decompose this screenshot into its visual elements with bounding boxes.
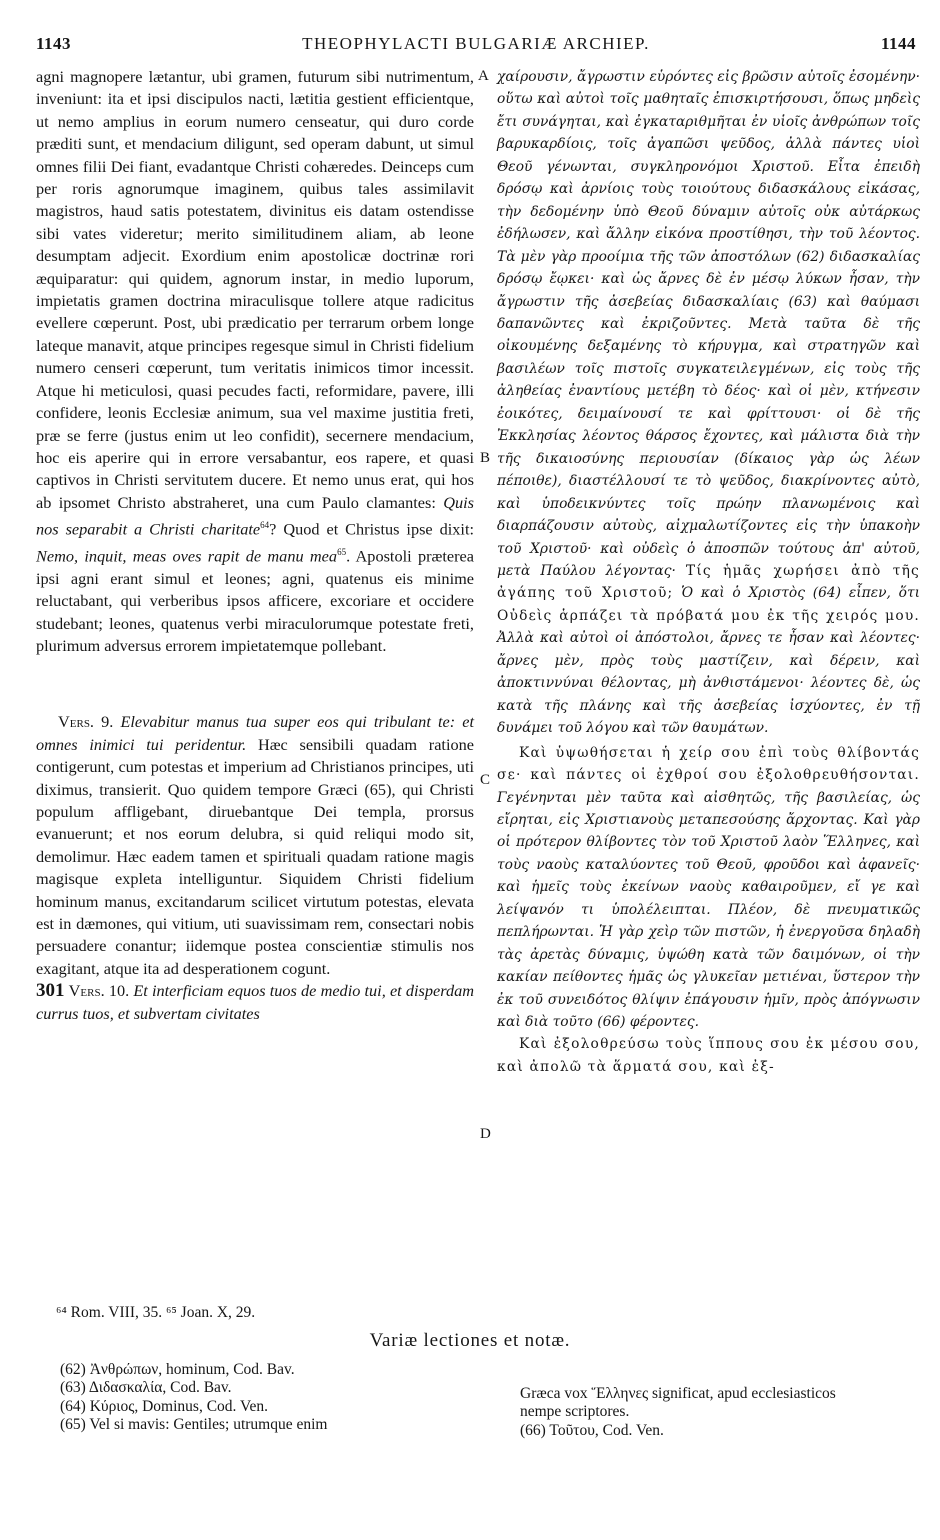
latin-quote-romans: Quis nos separabit a Christi charitate — [36, 492, 474, 539]
note-63: (63) Διδασκαλία, Cod. Bav. — [60, 1379, 232, 1397]
note-65-continued-2: nempe scriptores. — [520, 1403, 630, 1421]
greek-verse-9 — [497, 742, 920, 1034]
notes-right-column — [520, 1385, 920, 1440]
note-64: (64) Κύριος, Dominus, Cod. Ven. — [60, 1397, 268, 1415]
latin-verse-9 — [36, 711, 474, 980]
greek-paragraph-1 — [497, 66, 920, 740]
greek-verse-10 — [497, 1033, 920, 1078]
latin-column — [36, 66, 474, 1025]
scripture-references: ⁶⁴ Rom. VIII, 35. ⁶⁵ Joan. X, 29. — [56, 1304, 256, 1321]
latin-paragraph-1 — [36, 66, 474, 657]
greek-verse-text: Καὶ ὑψωθήσεται ἡ χείρ σου ἐπὶ τοὺς θλίβοντάς σε· καὶ πάντες οἱ ἐχθροί σου ἐξολοθρευθήσονται. — [497, 744, 920, 784]
notes-title: Variæ lectiones et notæ. — [369, 1330, 571, 1351]
latin-text: . Apostoli præterea ipsi agni erant simul et leones; agni, quatenus eis minime reluctabant, qui verberibus ipsos afficere, excoriare et occidere studebant; leones, quatenus verbi miraculorumque potestate freti, plurimum adversus errorem impietatemque pollebant. — [36, 546, 474, 655]
left-page-number: 1143 — [36, 34, 72, 53]
verse-label: Vers. 10. — [68, 981, 130, 1001]
greek-commentary: Γεγένηνται μὲν ταῦτα καὶ αἰσθητῶς, τῆς βασιλείας, ὡς εἴρηται, εἰς Χριστιανοὺς μεταπεσούσης ἄρχοντας. Καὶ γὰρ οἱ πρότερον θλίβοντες τὸν τοῦ Χριστοῦ λαὸν Ἕλληνες, καὶ τοὺς ναοὺς καταλύοντες τοῦ Θεοῦ, φροῦδοι καὶ ἀφανεῖς· καὶ ἡμεῖς τοὺς ἐκείνων ναοὺς καθαιροῦμεν, εἴ γε καὶ λείψανόν τι ὑπολέλειπται. Πλέον, δὲ πνευματικῶς πεπλήρωνται. Ἡ γὰρ χεὶρ τῶν πιστῶν, ἡ ἐνεργοῦσα δηλαδὴ τὰς ἀρετὰς δύναμις, ὑψώθη κατὰ τῶν δαιμόνων, οἱ τὴν κακίαν πείθοντες ἡμᾶς ὡς γλυκεῖαν μετιέναι, ὕστερον τὴν ἐκ τοῦ συνειδότος θλίψιν ἐπάγουσιν ἡμῖν, πρὸς ἀπόγνωσιν καὶ διὰ τοῦτο (66) φέροντες. — [497, 789, 920, 1031]
verse-text: Et interficiam equos tuos de medio tui, et disperdam currus tuos, et subvertam civitates — [36, 981, 474, 1023]
running-title: THEOPHYLACTI BULGARIÆ ARCHIEP. — [302, 34, 650, 53]
right-page-number: 1144 — [880, 34, 916, 53]
margin-letter-b: B — [480, 450, 491, 466]
latin-quote-john: Nemo, inquit, meas oves rapit de manu mea — [36, 546, 338, 566]
greek-verse-text: Καὶ ἐξολοθρεύσω τοὺς ἵππους σου ἐκ μέσου σου, καὶ ἀπολῶ τὰ ἅρματά σου, καὶ ἐξ- — [497, 1036, 920, 1075]
margin-letter-d: D — [480, 1126, 491, 1142]
latin-text: ? Quod et Christus ipse dixit: — [269, 519, 474, 539]
greek-text: Ἀλλὰ καὶ αὐτοὶ οἱ ἀπόστολοι, ἄρνες τε ἦσαν καὶ λέοντες· ἄρνες μὲν, πρὸς τοὺς μαστίζειν, καὶ δέρειν, καὶ ἀποκτιννύναι θέλοντας, μὴ ἀνθιστάμενοι· λέοντες δὲ, ὡς κατὰ τῆς πλάνης καὶ τῆς ἀσεβείας ἰσχύοντες, ἐν τῇ δυνάμει τοῦ λόγου καὶ τῶν θαυμάτων. — [497, 630, 920, 737]
latin-text: agni magnopere lætantur, ubi gramen, futurum sibi nutrimentum, inveniunt: ita et ipsi discipulos nacti, lætitia gestient efficientque, ut nemo amplius in eorum numero censeatur, qui duro corde præditi sunt, et mendacium diligunt, sed operam dabunt, ut simul omnes filii Dei fiant, evadantque Christi cohæredes. Deinceps cum per roris agnorumque imaginem, quibus tales assimilavit magistros, haud satis potestatem, divinitus eis datam ostendisse sibi vates videretur; merito similitudinem aliam, ab leone desumptam adjecit. Exordium enim apostolicæ doctrinæ rori æquiparatur: qui quidem, agnorum instar, in medio luporum, impietatis gramen doctrina miraculisque tollere atque radicitus evellere cœperunt. Post, ubi prædicatio per terrarum orbem longe lateque manavit, atque principes regesque simul in Christi fidelium numero censeri cœperunt, tum veritatis inimicos timor incessit. Atque hi meticulosi, quasi pecudes facti, reformidare, pavere, illi confidere, leonis Ecclesiæ animum, sua vel maxime justitia freti, præ se ferre (justus enim ut leo confidit), secernere mendacium, hoc eis aperire qui in errore versabantur, eos rapere, et quasi captivos in Christi servitutem ducere. Et nemo unus erat, qui hos ab ipsomet Christo abstraheret, una cum Paulo clamantes: — [36, 67, 474, 512]
latin-verse-10 — [36, 980, 474, 1025]
latin-commentary: Hæc sensibili quadam ratione contigerunt, cum potestas et imperium ad Christianos principes, uti diximus, transierit. Quo quidem tempore Græci (65), qui Christi populum affligebant, diruebantque Dei templa, prorsus evanuerunt; et nos eorum delubra, si quid reliqui modo sit, demolimur. Hæc eadem tamen et spirituali quadam ratione magis magisque expleta intelliguntur. Siquidem Christi fidelium hominum manus, excitandarum scilicet virtutum potestas, elevata est in dæmones, qui vitium, uti suavissimam rem, consectari nobis persuadere conantur; iidemque postea conscientiæ stimulis nos exagitant, atque ita ad desperationem cogunt. — [36, 734, 474, 978]
greek-text: χαίρουσιν, ἄγρωστιν εὑρόντες εἰς βρῶσιν αὐτοῖς ἐσομένην· οὕτω καὶ αὐτοὶ τοῖς μαθηταῖς ἐπισκιρτήσουσι, ὅπως μηδεὶς ἔτι συνάγηται, καὶ ἐγκαταριθμῆται ἐν υἱοῖς ἀνθρώπων τοῖς βαρυκαρδίοις, τοῖς ἀγαπῶσι ψεῦδος, ἀλλὰ πάντες υἱοὶ Θεοῦ γένωνται, συγκληρονόμοι Χριστοῦ. Εἶτα ἐπειδὴ δρόσῳ καὶ ἀρνίοις τοὺς τοιούτους διδασκάλους εἰκάσας, τὴν δεδομένην ὑπὸ Θεοῦ δύναμιν αὐτοῖς οὐκ αὐτάρκως ἐδήλωσεν, καὶ ἄλλην εἰκόνα προστίθησι, τὴν τοῦ λέοντος. Τὰ μὲν γὰρ προοίμια τῆς τῶν ἀποστόλων (62) διδασκαλίας δρόσῳ ἔῳκει· καὶ ὡς ἄρνες δὲ ἐν μέσῳ λύκων ἦσαν, τὴν ἄγρωστιν τῆς ἀσεβείας διδασκαλίαις (63) καὶ θαύμασι δαπανῶντες καὶ ἐκριζοῦντες. Μετὰ ταῦτα δὲ τῆς οἰκουμένης δεξαμένης τὸ κήρυγμα, καὶ στρατηγῶν καὶ βασιλέων τοῖς πιστοῖς συγκατειλεγμένων, εἰς τοὺς τῆς ἀληθείας ἐναντίους μετέβη τὸ δέος· καὶ οἱ μὲν, κτήνεσιν ἐοικότες, δειμαίνουσί τε καὶ φρίττουσι· οἱ δὲ τῆς Ἐκκλησίας λέοντος θάρσος ἔχοντες, καὶ μάλιστα διὰ τὴν τῆς δικαιοσύνης περιουσίαν (δίκαιος γὰρ ὡς λέων πέποιθε), διαστέλλουσί τε τὸ ψεῦδος, διακρίνοντες αὐτὸ, καὶ ὑποδεικνύντες τοῖς πρώην πλανωμένοις καὶ διαρπάζουσιν αὐτοὺς, αἰχμαλωτίζοντες εἰς τὴν ὑπακοὴν τοῦ Χριστοῦ· καὶ οὐδεὶς ὁ ἀποσπῶν τούτους ἀπ' αὐτοῦ, μετὰ Παύλου λέγοντας· — [497, 69, 920, 579]
greek-quote-john: Οὐδεὶς ἁρπάζει τὰ πρόβατά μου ἐκ τῆς χειρός μου. — [497, 607, 920, 624]
verse-text: Elevabitur manus tua super eos qui tribulant te: et omnes inimici tui peridentur. — [36, 712, 474, 754]
greek-quote-romans: Τίς ἡμᾶς χωρήσει ἀπὸ τῆς ἀγάπης τοῦ Χριστοῦ; — [497, 562, 920, 602]
note-62: (62) Ἀνθρώπων, hominum, Cod. Bav. — [60, 1361, 295, 1378]
footnote-marker-65: 65 — [337, 546, 347, 557]
greek-text: Ὁ καὶ ὁ Χριστὸς (64) εἶπεν, ὅτι — [681, 585, 921, 602]
note-65: (65) Vel si mavis: Gentiles; utrumque enim — [60, 1416, 328, 1434]
note-66: (66) Τοῦτου, Cod. Ven. — [520, 1421, 664, 1439]
footnote-marker-64: 64 — [260, 520, 270, 531]
note-65-continued: Græca vox Ἕλληνες significat, apud ecclesiasticos — [520, 1385, 836, 1402]
margin-letter-c: C — [480, 772, 491, 788]
margin-letter-a: A — [478, 68, 489, 84]
greek-column — [497, 66, 920, 1078]
verse-label: Vers. 9. — [58, 712, 114, 732]
notes-left-column — [60, 1361, 480, 1435]
running-header — [36, 34, 916, 62]
column-number: 301 — [36, 980, 65, 1002]
